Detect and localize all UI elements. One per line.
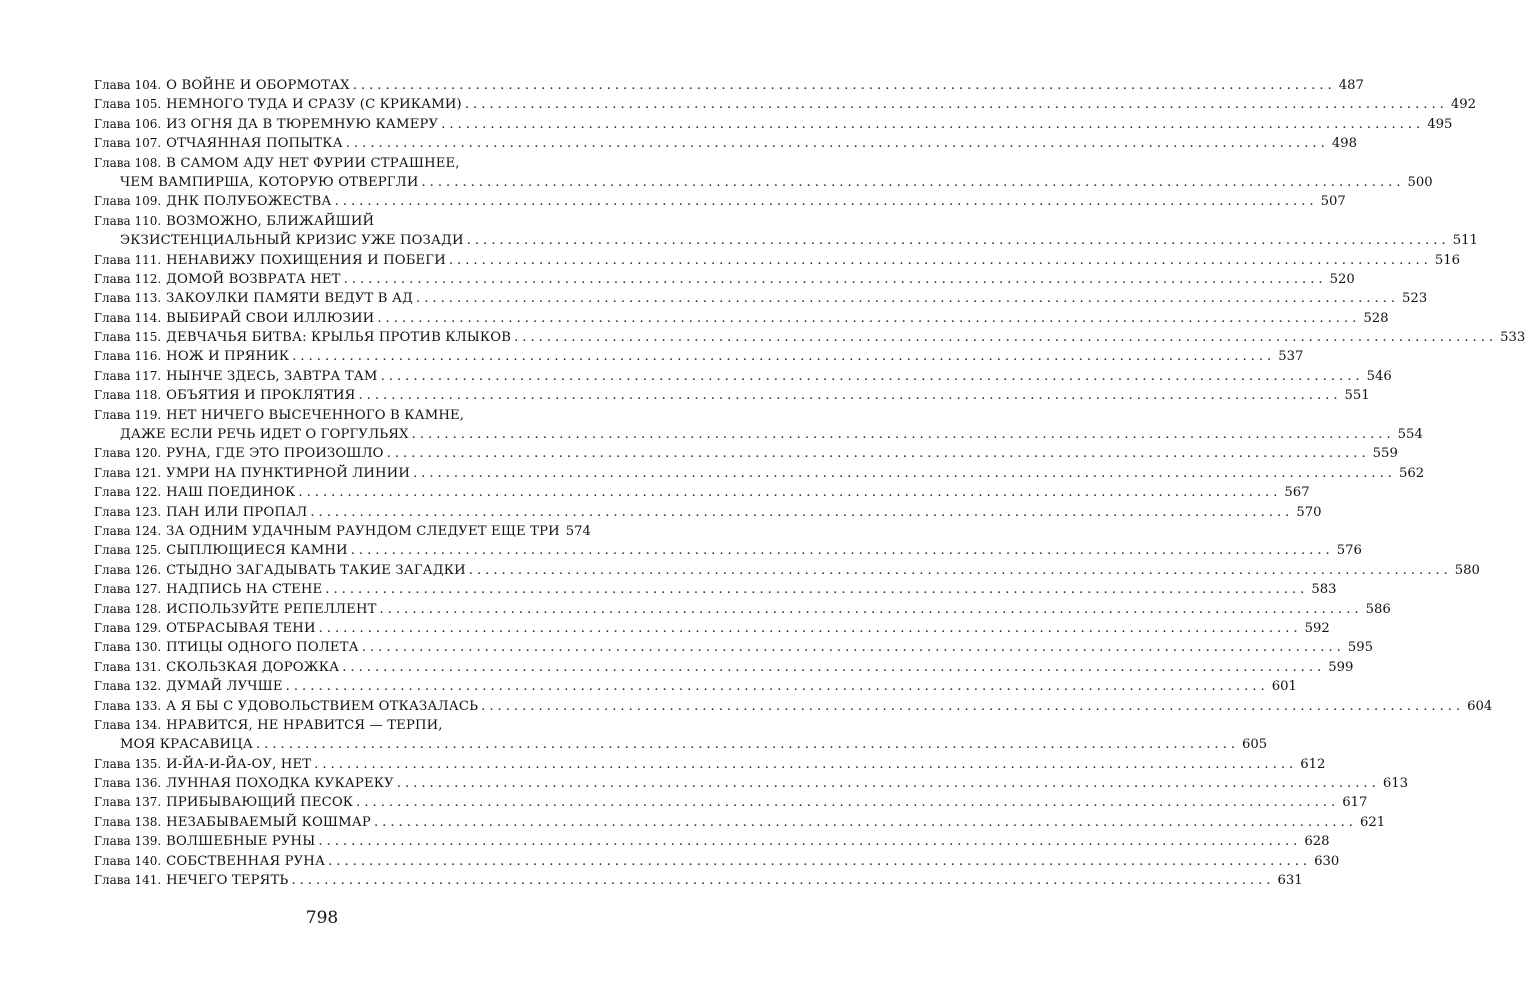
toc-line: [94, 115, 1453, 134]
dot-leader: ........................................................................................................................: [466, 233, 1450, 249]
toc-line: [94, 619, 1330, 638]
dot-leader: ........................................................................................................................: [411, 427, 1395, 443]
dot-leader: ........................................................................................................................: [345, 136, 1329, 152]
dot-leader: ........................................................................................................................: [468, 562, 1452, 578]
chapter-number: Глава 129.: [94, 620, 162, 635]
dot-leader: ........................................................................................................................: [292, 349, 1276, 365]
chapter-title: ДОМОЙ ВОЗВРАТА НЕТ: [166, 271, 341, 287]
chapter-title: НЕТ НИЧЕГО ВЫСЕЧЕННОГО В КАМНЕ,: [166, 407, 465, 423]
toc-line: [94, 444, 1398, 463]
page-ref: 546: [1366, 368, 1392, 384]
chapter-title: ЗА ОДНИМ УДАЧНЫМ РАУНДОМ СЛЕДУЕТ ЕЩЕ ТРИ: [166, 523, 560, 539]
chapter-title: И-ЙА-И-ЙА-ОУ, НЕТ: [166, 756, 312, 772]
dot-leader: ........................................................................................................................: [325, 582, 1309, 598]
dot-leader: ........................................................................................................................: [514, 330, 1498, 346]
dot-leader: ........................................................................................................................: [464, 97, 1448, 113]
chapter-number: Глава 104.: [94, 78, 162, 92]
dot-leader: ........................................................................................................................: [441, 116, 1425, 132]
dot-leader: ........................................................................................................................: [412, 465, 1396, 481]
toc-entry: [94, 95, 1477, 114]
chapter-number: Глава 117.: [94, 368, 162, 383]
dot-leader: ........................................................................................................................: [421, 174, 1405, 190]
toc-entry: [94, 561, 1480, 580]
toc-entry: [94, 503, 1322, 522]
page-ref: 523: [1402, 291, 1428, 307]
toc-line: [94, 289, 1428, 308]
page-ref: 500: [1407, 174, 1433, 190]
chapter-number: Глава 112.: [94, 271, 162, 286]
toc-line: [94, 541, 1362, 560]
toc-line: [94, 600, 1391, 619]
chapter-number: Глава 133.: [94, 698, 162, 713]
toc-entry: [94, 134, 1357, 153]
page-ref: 595: [1347, 640, 1373, 656]
page-ref: 604: [1467, 698, 1493, 714]
dot-leader: ........................................................................................................................: [481, 698, 1465, 714]
page-ref: 533: [1500, 330, 1525, 346]
chapter-title: НЕНАВИЖУ ПОХИЩЕНИЯ И ПОБЕГИ: [166, 252, 446, 268]
toc-entry: [94, 755, 1326, 774]
chapter-number: Глава 136.: [94, 776, 162, 791]
toc-entry: [94, 270, 1355, 289]
chapter-number: Глава 114.: [94, 310, 162, 325]
chapter-title: ПТИЦЫ ОДНОГО ПОЛЕТА: [166, 640, 359, 656]
chapter-number: Глава 122.: [94, 485, 162, 500]
toc-line: [94, 638, 1373, 657]
dot-leader: ........................................................................................................................: [255, 737, 1239, 753]
page-ref: 562: [1399, 465, 1425, 481]
toc-line: [94, 406, 576, 425]
toc-line: [94, 76, 1364, 95]
dot-leader: ........................................................................................................................: [386, 446, 1370, 462]
page-ref: 554: [1397, 427, 1423, 443]
chapter-title: ДЕВЧАЧЬЯ БИТВА: КРЫЛЬЯ ПРОТИВ КЛЫКОВ: [166, 330, 512, 346]
page-ref: 511: [1452, 233, 1478, 249]
chapter-title: НЫНЧЕ ЗДЕСЬ, ЗАВТРА ТАМ: [166, 368, 378, 384]
page-ref: 551: [1344, 388, 1370, 404]
toc-entry: [94, 309, 1389, 328]
dot-leader: ........................................................................................................................: [334, 194, 1318, 210]
dot-leader: ........................................................................................................................: [343, 271, 1327, 287]
toc-entry: [94, 658, 1354, 677]
chapter-title: УМРИ НА ПУНКТИРНОЙ ЛИНИИ: [166, 465, 410, 481]
toc-entry: [94, 716, 1268, 755]
chapter-number: Глава 110.: [94, 213, 162, 228]
toc-line: [94, 697, 1493, 716]
dot-leader: ........................................................................................................................: [285, 679, 1269, 695]
chapter-number: Глава 111.: [94, 252, 162, 267]
chapter-number: Глава 141.: [94, 873, 162, 888]
chapter-number: Глава 116.: [94, 349, 162, 364]
chapter-number: Глава 139.: [94, 834, 162, 849]
toc-line: [94, 483, 1310, 502]
toc-line: [94, 561, 1480, 580]
page-ref: 628: [1304, 834, 1330, 850]
page-number: 798: [305, 908, 339, 928]
toc-line: [94, 347, 1304, 366]
chapter-number: Глава 128.: [94, 601, 162, 616]
chapter-title: ВЫБИРАЙ СВОИ ИЛЛЮЗИИ: [166, 310, 375, 326]
toc-entry: [94, 289, 1428, 308]
toc-line: [94, 425, 1423, 444]
page-ref: 605: [1241, 737, 1268, 753]
chapter-title: НЕЧЕГО ТЕРЯТЬ: [166, 873, 289, 889]
chapter-title: РУНА, ГДЕ ЭТО ПРОИЗОШЛО: [166, 446, 384, 462]
page-ref: 567: [1284, 485, 1310, 501]
toc-entry: [94, 697, 1493, 716]
chapter-title: О ВОЙНЕ И ОБОРМОТАХ: [166, 78, 350, 93]
chapter-title: ВОЛШЕБНЫЕ РУНЫ: [166, 834, 316, 850]
dot-leader: ........................................................................................................................: [298, 485, 1282, 501]
toc-entry: [94, 522, 591, 541]
chapter-number: Глава 127.: [94, 582, 162, 597]
toc-line: [94, 522, 591, 541]
chapter-number: Глава 107.: [94, 136, 162, 151]
chapter-title: ЭКЗИСТЕНЦИАЛЬНЫЙ КРИЗИС УЖЕ ПОЗАДИ: [120, 233, 464, 249]
dot-leader: ........................................................................................................................: [342, 659, 1326, 675]
chapter-number: Глава 115.: [94, 330, 162, 345]
page-ref: 487: [1338, 78, 1364, 93]
toc-entry: [94, 328, 1525, 347]
page-ref: 586: [1365, 601, 1391, 617]
chapter-title: ОТБРАСЫВАЯ ТЕНИ: [166, 620, 316, 636]
toc-line: [94, 503, 1322, 522]
page-ref: 599: [1328, 659, 1354, 675]
chapter-number: Глава 121.: [94, 465, 162, 480]
toc-entry: [94, 541, 1362, 560]
toc-entry: [94, 852, 1340, 871]
dot-leader: ........................................................................................................................: [352, 78, 1336, 93]
toc-line: [94, 716, 576, 735]
chapter-number: Глава 124.: [94, 523, 162, 538]
page-ref: 621: [1359, 814, 1386, 830]
dot-leader: ........................................................................................................................: [291, 873, 1275, 889]
toc-entry: [94, 251, 1461, 270]
toc-line: [94, 852, 1340, 871]
toc-line: [94, 173, 1433, 192]
chapter-number: Глава 113.: [94, 291, 162, 306]
chapter-number: Глава 131.: [94, 659, 162, 674]
page-ref: 528: [1363, 310, 1389, 326]
chapter-number: Глава 140.: [94, 853, 162, 868]
chapter-title: СКОЛЬЗКАЯ ДОРОЖКА: [166, 659, 340, 675]
dot-leader: ........................................................................................................................: [377, 310, 1361, 326]
chapter-number: Глава 125.: [94, 543, 162, 558]
page-ref: 576: [1336, 543, 1362, 559]
chapter-title: ЧЕМ ВАМПИРША, КОТОРУЮ ОТВЕРГЛИ: [120, 174, 419, 190]
toc-line: [94, 154, 576, 173]
toc-line: [94, 832, 1330, 851]
dot-leader: ........................................................................................................................: [380, 368, 1364, 384]
chapter-title: СОБСТВЕННАЯ РУНА: [166, 853, 326, 869]
toc-entry: [94, 464, 1425, 483]
page-ref: 492: [1450, 97, 1477, 113]
page-ref: 574: [565, 523, 591, 539]
toc-entry: [94, 619, 1330, 638]
toc-line: [94, 813, 1386, 832]
chapter-title: А Я БЫ С УДОВОЛЬСТВИЕМ ОТКАЗАЛАСЬ: [166, 698, 479, 714]
dot-leader: ........................................................................................................................: [310, 504, 1294, 520]
chapter-title: ОБЪЯТИЯ И ПРОКЛЯТИЯ: [166, 388, 356, 404]
page-ref: 592: [1304, 620, 1330, 636]
toc-entry: [94, 483, 1310, 502]
chapter-title: ЛУННАЯ ПОХОДКА КУКАРЕКУ: [166, 776, 394, 792]
chapter-title: ПРИБЫВАЮЩИЙ ПЕСОК: [166, 795, 354, 811]
page-ref: 559: [1372, 446, 1398, 462]
chapter-number: Глава 109.: [94, 194, 162, 209]
toc-entry: [94, 871, 1303, 890]
toc-entry: [94, 813, 1386, 832]
page-ref: 570: [1296, 504, 1322, 520]
page-ref: 612: [1300, 756, 1326, 772]
chapter-number: Глава 134.: [94, 717, 162, 732]
chapter-title: В САМОМ АДУ НЕТ ФУРИИ СТРАШНЕЕ,: [166, 155, 460, 171]
toc-line: [94, 755, 1326, 774]
chapter-number: Глава 126.: [94, 562, 162, 577]
toc-entry: [94, 638, 1373, 657]
toc-entry: [94, 580, 1337, 599]
page-ref: 630: [1314, 853, 1340, 869]
page-ref: 601: [1271, 679, 1297, 695]
dot-leader: ........................................................................................................................: [373, 814, 1357, 830]
toc-line: [94, 580, 1337, 599]
chapter-number: Глава 130.: [94, 640, 162, 655]
chapter-number: Глава 123.: [94, 504, 162, 519]
chapter-title: НОЖ И ПРЯНИК: [166, 349, 290, 365]
toc-line: [94, 192, 1346, 211]
toc-entry: [94, 600, 1391, 619]
chapter-title: ИСПОЛЬЗУЙТЕ РЕПЕЛЛЕНТ: [166, 601, 377, 617]
dot-leader: ........................................................................................................................: [416, 291, 1400, 307]
chapter-title: СЫПЛЮЩИЕСЯ КАМНИ: [166, 543, 348, 559]
toc-line: [94, 658, 1354, 677]
page-ref: 617: [1342, 795, 1368, 811]
toc-line: [94, 328, 1525, 347]
dot-leader: ........................................................................................................................: [328, 853, 1312, 869]
toc-entry: [94, 154, 1433, 193]
toc-entry: [94, 406, 1423, 445]
toc-line: [94, 134, 1357, 153]
toc-entry: [94, 367, 1392, 386]
chapter-title: ДУМАЙ ЛУЧШЕ: [166, 679, 283, 695]
toc-line: [94, 386, 1370, 405]
chapter-number: Глава 120.: [94, 446, 162, 461]
toc-line: [94, 677, 1297, 696]
dot-leader: ........................................................................................................................: [358, 388, 1342, 404]
chapter-number: Глава 138.: [94, 814, 162, 829]
chapter-number: Глава 132.: [94, 679, 162, 694]
chapter-title: ЗАКОУЛКИ ПАМЯТИ ВЕДУТ В АД: [166, 291, 414, 307]
chapter-number: Глава 137.: [94, 795, 162, 810]
toc-entry: [94, 115, 1453, 134]
dot-leader: ........................................................................................................................: [350, 543, 1334, 559]
toc-line: [94, 774, 1408, 793]
toc-line: [94, 231, 1478, 250]
toc-entry: [94, 832, 1330, 851]
chapter-number: Глава 118.: [94, 388, 162, 403]
chapter-title: НАШ ПОЕДИНОК: [166, 485, 296, 501]
toc-line: [94, 735, 1268, 754]
toc-entry: [94, 76, 1364, 95]
dot-leader: ........................................................................................................................: [396, 776, 1380, 792]
toc-entry: [94, 386, 1370, 405]
dot-leader: ........................................................................................................................: [318, 834, 1302, 850]
toc-line: [94, 212, 576, 231]
page-ref: 516: [1434, 252, 1461, 268]
table-of-contents: [94, 76, 1525, 890]
toc-line: [94, 251, 1461, 270]
dot-leader: ........................................................................................................................: [314, 756, 1298, 772]
chapter-number: Глава 108.: [94, 155, 162, 170]
toc-entry: [94, 192, 1346, 211]
chapter-title: ВОЗМОЖНО, БЛИЖАЙШИЙ: [166, 213, 375, 229]
chapter-title: ДАЖЕ ЕСЛИ РЕЧЬ ИДЕТ О ГОРГУЛЬЯХ: [120, 427, 409, 443]
chapter-title: ОТЧАЯННАЯ ПОПЫТКА: [166, 136, 343, 152]
toc-line: [94, 95, 1477, 114]
toc-line: [94, 270, 1355, 289]
page-ref: 495: [1427, 116, 1453, 132]
page-ref: 498: [1331, 136, 1357, 152]
toc-line: [94, 871, 1303, 890]
dot-leader: ........................................................................................................................: [448, 252, 1432, 268]
chapter-title: ПАН ИЛИ ПРОПАЛ: [166, 504, 308, 520]
dot-leader: ........................................................................................................................: [361, 640, 1345, 656]
page-ref: 580: [1454, 562, 1480, 578]
page-ref: 507: [1320, 194, 1346, 210]
dot-leader: ........................................................................................................................: [379, 601, 1363, 617]
dot-leader: ........................................................................................................................: [318, 620, 1302, 636]
chapter-title: НЕМНОГО ТУДА И СРАЗУ (С КРИКАМИ): [166, 97, 462, 113]
toc-entry: [94, 677, 1297, 696]
toc-line: [94, 309, 1389, 328]
toc-line: [94, 464, 1425, 483]
toc-line: [94, 367, 1392, 386]
toc-entry: [94, 347, 1304, 366]
chapter-title: МОЯ КРАСАВИЦА: [120, 737, 253, 753]
page-ref: 631: [1277, 873, 1303, 889]
page-ref: 583: [1311, 582, 1337, 598]
toc-line: [94, 793, 1368, 812]
chapter-number: Глава 106.: [94, 116, 162, 131]
page-ref: 537: [1278, 349, 1304, 365]
chapter-number: Глава 105.: [94, 97, 162, 112]
dot-leader: ........................................................................................................................: [356, 795, 1340, 811]
chapter-number: Глава 135.: [94, 756, 162, 771]
chapter-title: ИЗ ОГНЯ ДА В ТЮРЕМНУЮ КАМЕРУ: [166, 116, 439, 132]
chapter-title: НАДПИСЬ НА СТЕНЕ: [166, 582, 323, 598]
chapter-title: ДНК ПОЛУБОЖЕСТВА: [166, 194, 332, 210]
toc-entry: [94, 212, 1478, 251]
toc-entry: [94, 774, 1408, 793]
toc-entry: [94, 793, 1368, 812]
page-ref: 613: [1382, 776, 1408, 792]
chapter-number: Глава 119.: [94, 407, 162, 422]
chapter-title: НРАВИТСЯ, НЕ НРАВИТСЯ — ТЕРПИ,: [166, 717, 443, 733]
toc-entry: [94, 444, 1398, 463]
page-ref: 520: [1329, 271, 1355, 287]
chapter-title: СТЫДНО ЗАГАДЫВАТЬ ТАКИЕ ЗАГАДКИ: [166, 562, 466, 578]
chapter-title: НЕЗАБЫВАЕМЫЙ КОШМАР: [166, 814, 371, 830]
